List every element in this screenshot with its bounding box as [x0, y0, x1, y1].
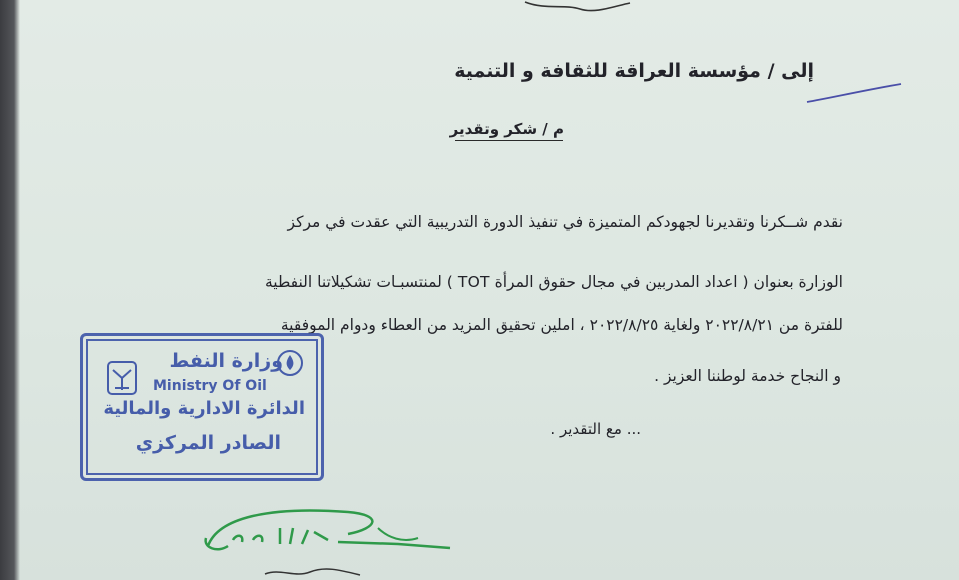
subject-underline: [455, 140, 563, 141]
ministry-stamp: [80, 333, 324, 481]
page-edge-shadow: [0, 0, 20, 580]
recipient-line: إلى / مؤسسة العراقة للثقافة و التنمية: [454, 60, 814, 82]
top-handwriting-fragment: [520, 0, 640, 14]
stamp-ministry-english: Ministry Of Oil: [153, 378, 267, 394]
stamp-outgoing: الصادر المركزي: [135, 432, 281, 454]
subject-line: م / شكر وتقدير: [449, 120, 564, 138]
eagle-emblem-icon: [105, 358, 139, 398]
body-line-1: نقدم شــكرنا وتقديرنا لجهودكم المتميزة في تنفيذ الدورة التدريبية التي عقدت في مركز: [287, 213, 843, 231]
body-line-4: و النجاح خدمة لوطننا العزيز .: [654, 367, 841, 385]
pen-underline-mark: [805, 80, 905, 110]
stamp-department: الدائرة الادارية والمالية: [103, 398, 305, 419]
stamp-ministry-arabic: وزارة النفط: [169, 350, 283, 372]
bottom-handwriting-fragment: [260, 566, 380, 580]
body-line-2: الوزارة بعنوان ( اعداد المدربين في مجال حقوق المرأة TOT ) لمنتسبـات تشكيلاتنا النفطية: [264, 273, 843, 291]
green-signature: [198, 498, 478, 573]
closing-line: ... مع التقدير .: [550, 420, 641, 438]
body-line-3: للفترة من ٢٠٢٢/٨/٢١ ولغاية ٢٠٢٢/٨/٢٥ ، املين تحقيق المزيد من العطاء ودوام الموفقية: [280, 316, 843, 334]
